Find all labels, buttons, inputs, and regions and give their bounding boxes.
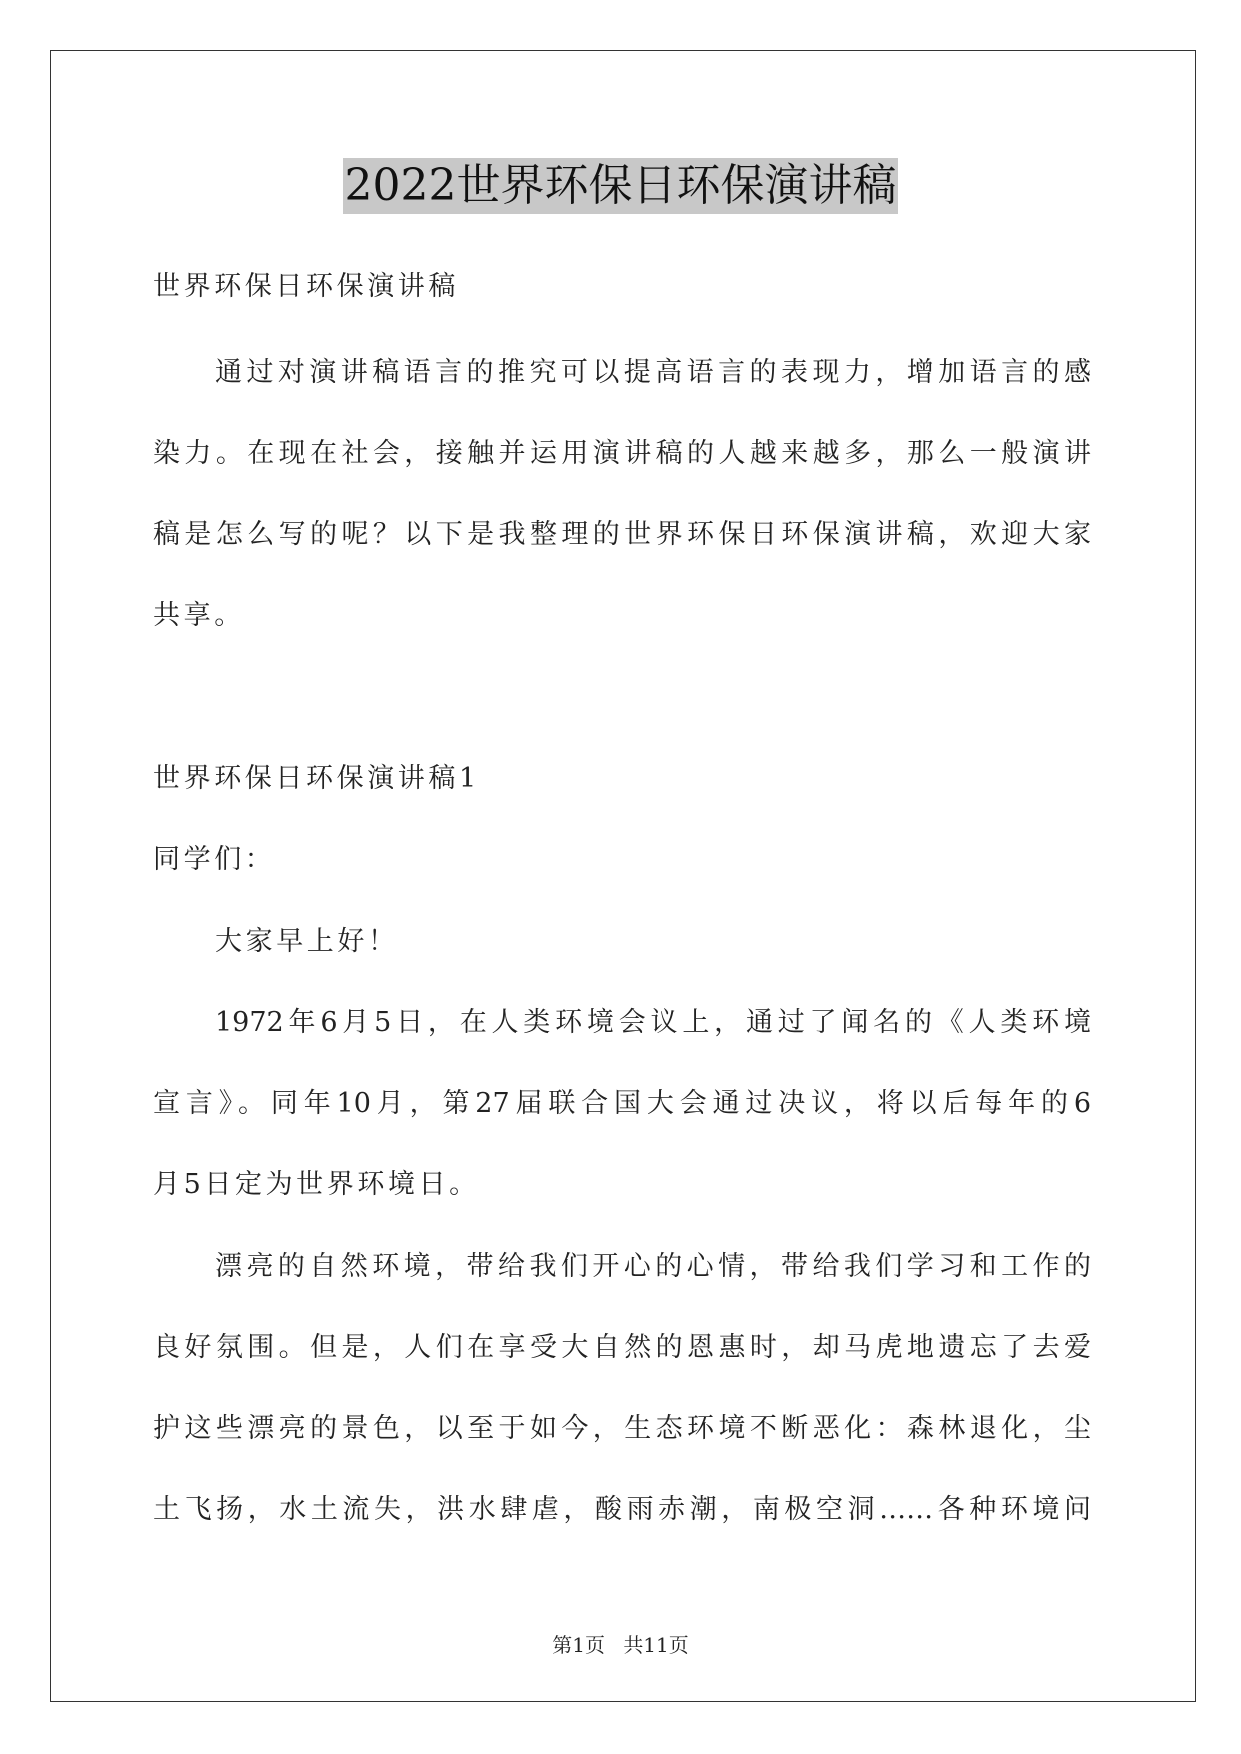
text-line: 世界环保日环保演讲稿 <box>153 271 459 302</box>
text-line: 大家早上好！ <box>215 926 399 957</box>
text-line: 世界环保日环保演讲稿1 <box>153 763 480 794</box>
text-line: 1972年6月5日，在人类环境会议上，通过了闻名的《人类环境 <box>215 1007 1091 1038</box>
text-line: 月5日定为世界环境日。 <box>153 1169 480 1200</box>
text-line: 护这些漂亮的景色，以至于如今，生态环境不断恶化：森林退化，尘 <box>153 1413 1091 1444</box>
text-line: 漂亮的自然环境，带给我们开心的心情，带给我们学习和工作的 <box>215 1251 1091 1282</box>
text-line: 土飞扬，水土流失，洪水肆虐，酸雨赤潮，南极空洞……各种环境问 <box>153 1494 1091 1525</box>
text-line: 同学们： <box>153 844 276 875</box>
text-line: 稿是怎么写的呢？以下是我整理的世界环保日环保演讲稿，欢迎大家 <box>153 519 1091 550</box>
page-number: 第1页 <box>552 1633 605 1657</box>
page-footer <box>0 1633 1241 1657</box>
text-line: 通过对演讲稿语言的推究可以提高语言的表现力，增加语言的感 <box>215 357 1091 388</box>
text-line: 良好氛围。但是，人们在享受大自然的恩惠时，却马虎地遗忘了去爱 <box>153 1332 1091 1363</box>
text-line: 共享。 <box>153 600 245 631</box>
page-total: 共11页 <box>623 1633 689 1657</box>
title-container <box>0 158 1241 214</box>
text-line: 染力。在现在社会，接触并运用演讲稿的人越来越多，那么一般演讲 <box>153 438 1091 469</box>
text-line: 宣言》。同年10月，第27届联合国大会通过决议，将以后每年的6 <box>153 1088 1091 1119</box>
document-title: 2022世界环保日环保演讲稿 <box>343 158 899 214</box>
